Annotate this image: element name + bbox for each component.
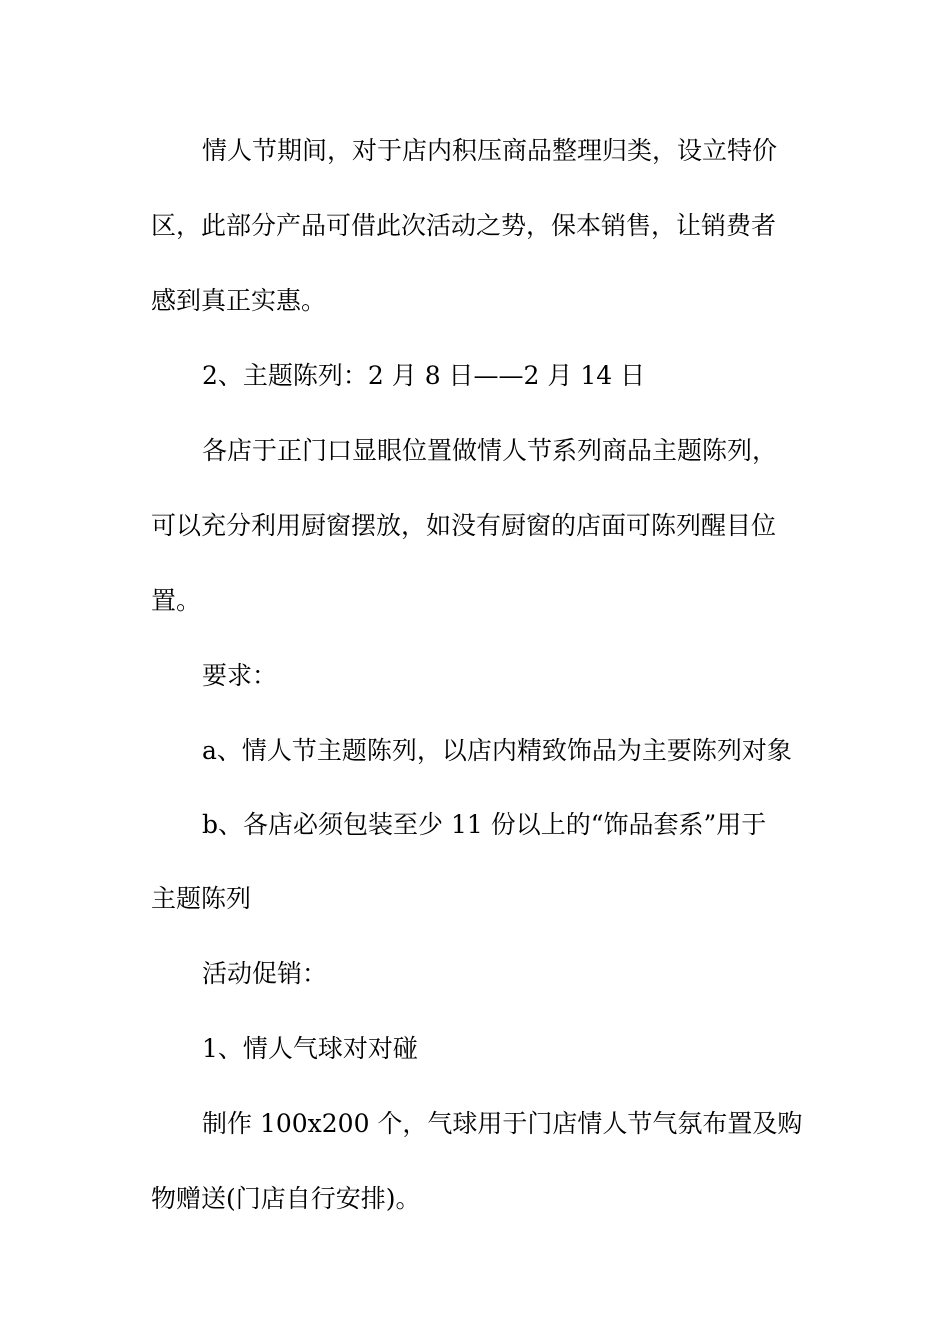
paragraph-line: 置。 [151, 586, 202, 615]
paragraph-line: 制作 100x200 个，气球用于门店情人节气氛布置及购 [202, 1109, 803, 1138]
list-item-continuation: 主题陈列 [151, 884, 252, 913]
list-item: b、各店必须包装至少 11 份以上的“饰品套系”用于 [202, 810, 767, 839]
paragraph-line: 物赠送(门店自行安排)。 [151, 1184, 421, 1213]
section-heading: 活动促销： [202, 959, 328, 988]
paragraph-line: 区，此部分产品可借此次活动之势，保本销售，让销费者 [151, 211, 777, 240]
section-heading: 2、主题陈列：2 月 8 日——2 月 14 日 [202, 361, 646, 390]
paragraph-line: 各店于正门口显眼位置做情人节系列商品主题陈列， [202, 436, 778, 465]
paragraph-line: 感到真正实惠。 [151, 286, 327, 315]
list-item: a、情人节主题陈列，以店内精致饰品为主要陈列对象 [202, 736, 792, 765]
paragraph-line: 可以充分利用厨窗摆放，如没有厨窗的店面可陈列醒目位 [151, 511, 777, 540]
section-heading: 1、情人气球对对碰 [202, 1034, 418, 1063]
subsection-label: 要求： [202, 661, 278, 690]
paragraph-line: 情人节期间，对于店内积压商品整理归类，设立特价 [202, 136, 778, 165]
